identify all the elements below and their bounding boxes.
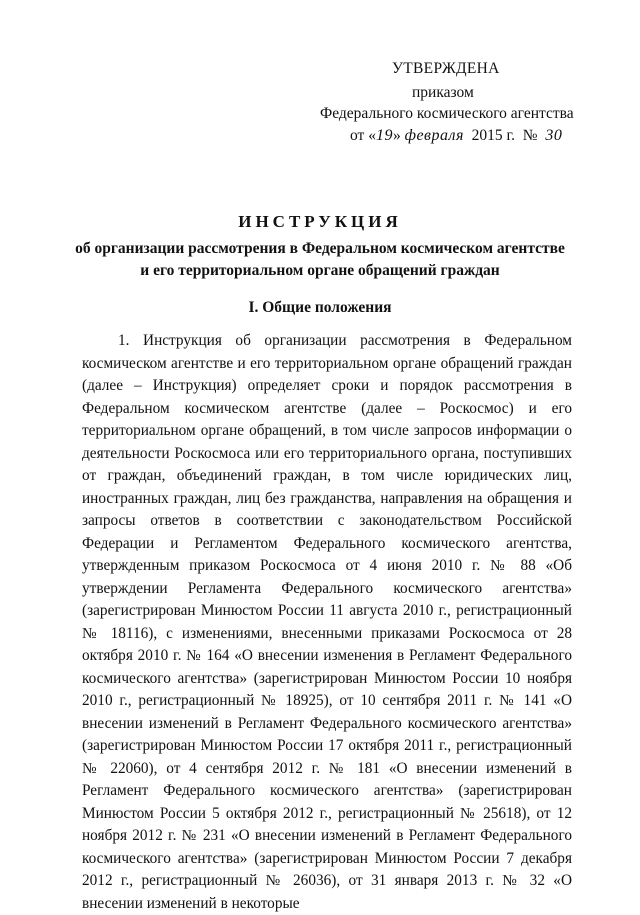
approval-heading: УТВЕРЖДЕНА bbox=[392, 60, 500, 77]
document-subtitle bbox=[60, 238, 580, 282]
order-number: 30 bbox=[545, 127, 563, 144]
approval-agency: Федерального космического агентства bbox=[320, 105, 574, 122]
approval-date-line bbox=[350, 125, 562, 146]
date-mid: » bbox=[392, 127, 401, 144]
date-month: февраля bbox=[404, 127, 464, 144]
section-heading: I. Общие положения bbox=[248, 299, 392, 316]
date-prefix: от « bbox=[350, 127, 376, 144]
approval-order-word: приказом bbox=[412, 84, 474, 101]
date-day: 19 bbox=[375, 127, 393, 144]
body-paragraph: 1. Инструкция об организации рассмотрения в Федеральном космическом агентстве и его территориальном органе обращений граждан (далее – Инструкция) определяет сроки и порядок рассмотрения в Федеральном космическом агентстве (далее – Роскосмос) и его территориальном органе обращений, в том числе запросов информации о деятельности Роскосмоса или его территориального органа, поступивших от граждан, объединений граждан, в том числе юридических лиц, иностранных граждан, лиц без гражданства, направления на обращения и запросы ответов в соответствии с законодательством Российской Федерации и Регламентом Федерального космического агентства, утвержденным приказом Роскосмоса от 4 июня 2010 г. № 88 «Об утверждении Регламента Федерального космического агентства» (зарегистрирован Минюстом России 11 августа 2010 г., регистрационный № 18116), с изменениями, внесенными приказами Роскосмоса от 28 октября 2010 г. № 164 «О внесении изменения в Регламент Федерального космического агентства» (зарегистрирован Минюстом России 10 ноября 2010 г., регистрационный № 18925), от 10 сентября 2011 г. № 141 «О внесении изменений в Регламент Федерального космического агентства» (зарегистрирован Минюстом России 17 октября 2011 г., регистрационный № 22060), от 4 сентября 2012 г. № 181 «О внесении изменений в Регламент Федерального космического агентства» (зарегистрирован Минюстом России 5 октября 2012 г., регистрационный № 25618), от 12 ноября 2012 г. № 231 «О внесении изменений в Регламент Федерального космического агентства» (зарегистрирован Минюстом России 7 декабря 2012 г., регистрационный № 26036), от 31 января 2013 г. № 32 «О внесении изменений в некоторые bbox=[82, 332, 572, 912]
document-title: ИНСТРУКЦИЯ bbox=[238, 212, 402, 231]
number-sign: № bbox=[522, 127, 538, 144]
subtitle-line-1: об организации рассмотрения в Федеральном космическом агентстве bbox=[75, 240, 565, 257]
subtitle-line-2: и его территориальном органе обращений граждан bbox=[140, 262, 500, 279]
date-year: 2015 г. bbox=[471, 127, 516, 144]
